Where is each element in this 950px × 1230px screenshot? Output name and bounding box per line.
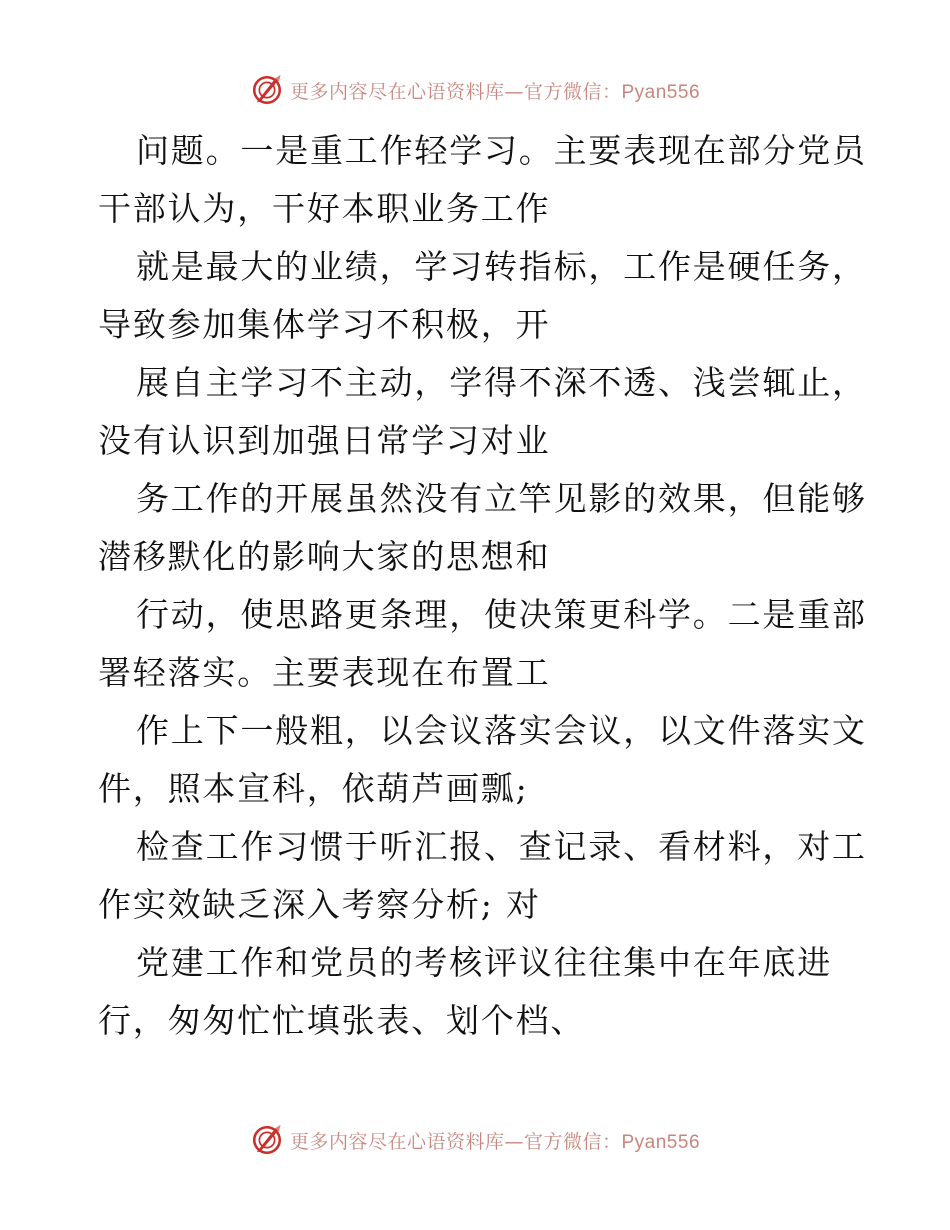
banner-text: [290, 1127, 700, 1154]
text-line: 件，照本宣科，依葫芦画瓢;: [98, 769, 529, 808]
banner-wechat-handle: Pyan556: [621, 81, 701, 103]
text-line: 务工作的开展虽然没有立竿见影的效果，但能够: [136, 479, 867, 518]
text-line: 署轻落实。主要表现在布置工: [98, 653, 551, 692]
text-line: 就是最大的业绩，学习转指标，工作是硬任务，: [136, 247, 867, 286]
text-line: 党建工作和党员的考核评议往往集中在年底进: [136, 943, 832, 982]
quill-pen-circle-icon: [250, 73, 284, 107]
banner-wechat-label: 官方微信：: [523, 1130, 622, 1153]
header-banner: [0, 70, 950, 110]
text-line: 导致参加集体学习不积极，开: [98, 305, 551, 344]
banner-separator: —: [504, 1130, 524, 1153]
banner-wechat-label: 官方微信：: [523, 80, 622, 103]
quill-pen-circle-icon: [250, 1123, 284, 1157]
text-line: 问题。一是重工作轻学习。主要表现在部分党员: [136, 131, 867, 170]
text-line: 行动，使思路更条理，使决策更科学。二是重部: [136, 595, 867, 634]
banner-main-text: 更多内容尽在心语资料库: [289, 80, 505, 103]
banner-main-text: 更多内容尽在心语资料库: [289, 1130, 505, 1153]
text-line: 行，匆匆忙忙填张表、划个档、: [98, 1001, 586, 1040]
text-line: 干部认为，干好本职业务工作: [98, 189, 551, 228]
footer-banner: [0, 1120, 950, 1160]
text-line: 作上下一般粗，以会议落实会议，以文件落实文: [136, 711, 867, 750]
banner-text: [290, 77, 700, 104]
banner-separator: —: [504, 80, 524, 103]
text-line: 展自主学习不主动，学得不深不透、浅尝辄止，: [136, 363, 867, 402]
text-line: 检查工作习惯于听汇报、查记录、看材料，对工: [136, 827, 867, 866]
text-line: 作实效缺乏深入考察分析; 对: [98, 885, 541, 924]
banner-wechat-handle: Pyan556: [621, 1131, 701, 1153]
text-line: 没有认识到加强日常学习对业: [98, 421, 551, 460]
document-body: [98, 122, 867, 1050]
text-line: 潜移默化的影响大家的思想和: [98, 537, 551, 576]
